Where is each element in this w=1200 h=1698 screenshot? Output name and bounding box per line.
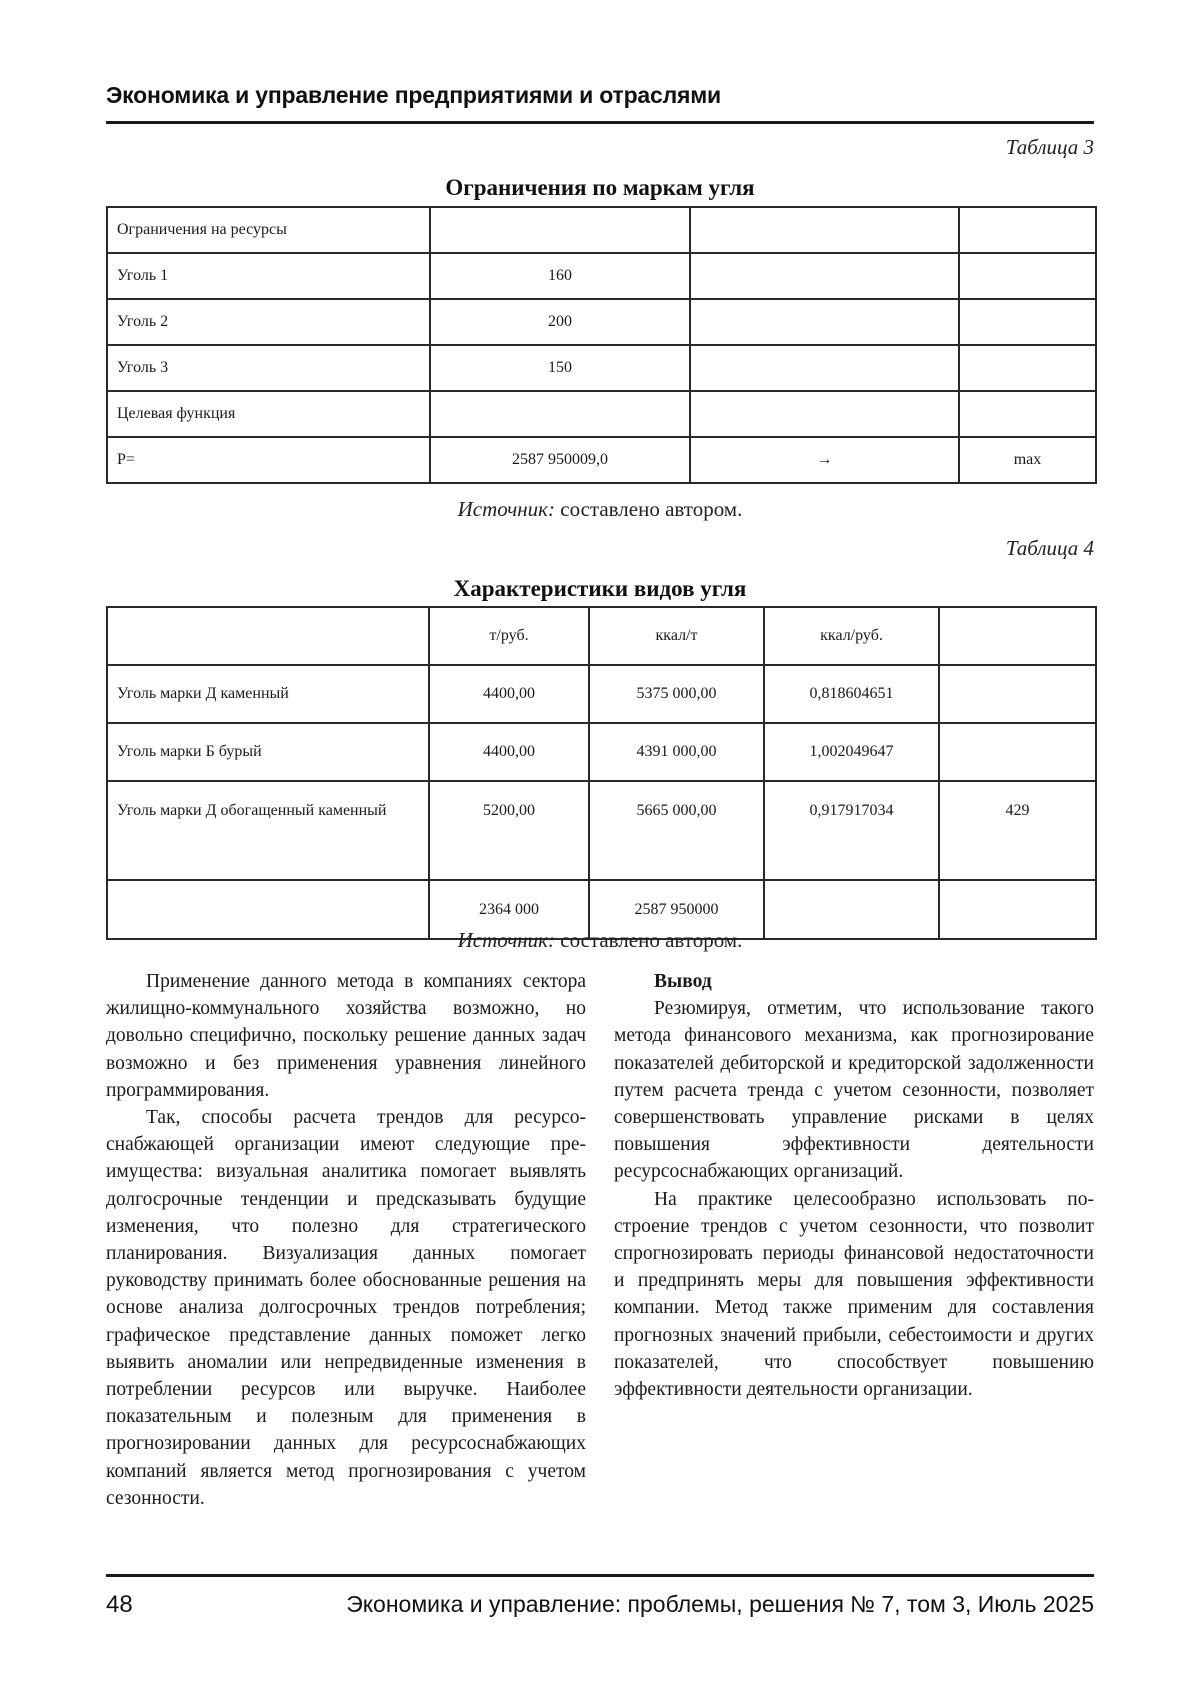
table-cell: 4400,00 (429, 723, 589, 781)
header-rule (106, 121, 1094, 124)
table-cell: 2587 950009,0 (430, 437, 690, 483)
footer-rule (106, 1574, 1094, 1577)
table-row (107, 253, 1096, 299)
table-row (107, 665, 1096, 723)
table-cell: Ограничения на ресурсы (107, 207, 430, 253)
paragraph: Так, способы расчета трендов для ресурсоснабжающей организации имеют следующие преимущества: визуальная аналитика помогает выявлять долгосрочные тенденции и предсказывать будущие изменения, что полезно для стратегического планирования. Визуализация данных помогает руководству принимать более обоснованные решения на основе анализа долгосрочных трендов потребления; графическое представление данных поможет легко выявить аномалии или непредвиденные изменения в потреблении ресурсов или выручке. Наиболее показательным и полезным для применения в прогнозировании данных для ресурсоснабжающих компаний является метод прогнозирования с учетом сезонности. (106, 1107, 586, 1509)
table-row (107, 345, 1096, 391)
paragraph: Применение данного метода в компаниях сектора жилищно-коммунального хозяйства возможно, но довольно специфично, поскольку решение данных задач возможно и без применения уравнения линейного программирования. (106, 971, 586, 1101)
table-cell: Уголь 1 (107, 253, 430, 299)
table-cell: 5665 000,00 (589, 781, 764, 880)
table-header-cell (107, 607, 429, 665)
body-right-column (614, 968, 1094, 1403)
table4-label: Таблица 4 (1005, 536, 1094, 560)
body-left-column (106, 968, 586, 1512)
table3-title: Ограничения по маркам угля (445, 175, 755, 200)
page-number: 48 (106, 1591, 133, 1618)
paragraph: Резюмируя, отметим, что использование такого метода финансового механизма, как прогнозирование показателей дебиторской и кредиторской задолженности путем расчета тренда с учетом сезонности, позволяет совершенствовать управление рисками в целях повышения эффективности деятельности ресурсоснабжающих организаций. (614, 998, 1094, 1183)
table-cell: Уголь 2 (107, 299, 430, 345)
table-cell (690, 345, 959, 391)
table-cell: 4391 000,00 (589, 723, 764, 781)
table-cell: max (959, 437, 1096, 483)
table3-source (106, 497, 1094, 522)
running-header: Экономика и управление предприятиями и отраслями (106, 82, 721, 108)
table-cell (690, 391, 959, 437)
table-cell: Уголь марки Д обогащенный каменный (107, 781, 429, 880)
table-cell (959, 345, 1096, 391)
table-row (107, 207, 1096, 253)
table-header-cell: т/руб. (429, 607, 589, 665)
table-cell (690, 253, 959, 299)
table-cell (939, 665, 1096, 723)
source-label: Источник: (457, 497, 555, 521)
table-cell: 5375 000,00 (589, 665, 764, 723)
table-cell (959, 253, 1096, 299)
table-header-cell (939, 607, 1096, 665)
table-cell (959, 299, 1096, 345)
table3-label: Таблица 3 (1005, 135, 1094, 159)
paragraph: На практике целесообразно использовать построение трендов с учетом сезонности, что позволит спрогнозировать периоды финансовой недостаточности и предпринять меры для повышения эффективности компании. Метод также применим для составления прогнозных значений прибыли, себестоимости и других показателей, что способствует повышению эффективности деятельности организации. (614, 1188, 1094, 1401)
table-cell (959, 207, 1096, 253)
table-cell (690, 207, 959, 253)
table4 (106, 606, 1097, 940)
source-text: составлено автором. (555, 928, 743, 952)
table-row (107, 437, 1096, 483)
table-header-cell: ккал/руб. (764, 607, 939, 665)
arrow-icon: → (690, 437, 959, 483)
table-cell (959, 391, 1096, 437)
table-cell: 1,002049647 (764, 723, 939, 781)
table-cell: 4400,00 (429, 665, 589, 723)
table-cell: Уголь марки Б бурый (107, 723, 429, 781)
table-row (107, 781, 1096, 880)
source-label: Источник: (457, 928, 555, 952)
table-cell: 150 (430, 345, 690, 391)
table-cell: 2364 000 (429, 880, 589, 939)
table-cell (430, 391, 690, 437)
table-cell: 2587 950000 (589, 880, 764, 939)
table-cell: 160 (430, 253, 690, 299)
table-cell: Уголь 3 (107, 345, 430, 391)
table-cell: 0,818604651 (764, 665, 939, 723)
table-header-row (107, 607, 1096, 665)
table-cell: P= (107, 437, 430, 483)
table-cell: 200 (430, 299, 690, 345)
table-cell (430, 207, 690, 253)
table-cell: 5200,00 (429, 781, 589, 880)
table-cell: Целевая функция (107, 391, 430, 437)
table4-source (106, 928, 1094, 953)
table-cell: 0,917917034 (764, 781, 939, 880)
source-text: составлено автором. (555, 497, 743, 521)
table-row (107, 391, 1096, 437)
table-header-cell: ккал/т (589, 607, 764, 665)
table-cell: 429 (939, 781, 1096, 880)
section-heading-conclusion: Вывод (654, 971, 712, 992)
journal-citation: Экономика и управление: проблемы, решения № 7, том 3, Июль 2025 (346, 1591, 1094, 1617)
table-row (107, 723, 1096, 781)
table-cell: Уголь марки Д каменный (107, 665, 429, 723)
table-cell (690, 299, 959, 345)
table-row (107, 299, 1096, 345)
table3 (106, 206, 1097, 484)
table4-title: Характеристики видов угля (453, 576, 747, 601)
table-cell (939, 723, 1096, 781)
